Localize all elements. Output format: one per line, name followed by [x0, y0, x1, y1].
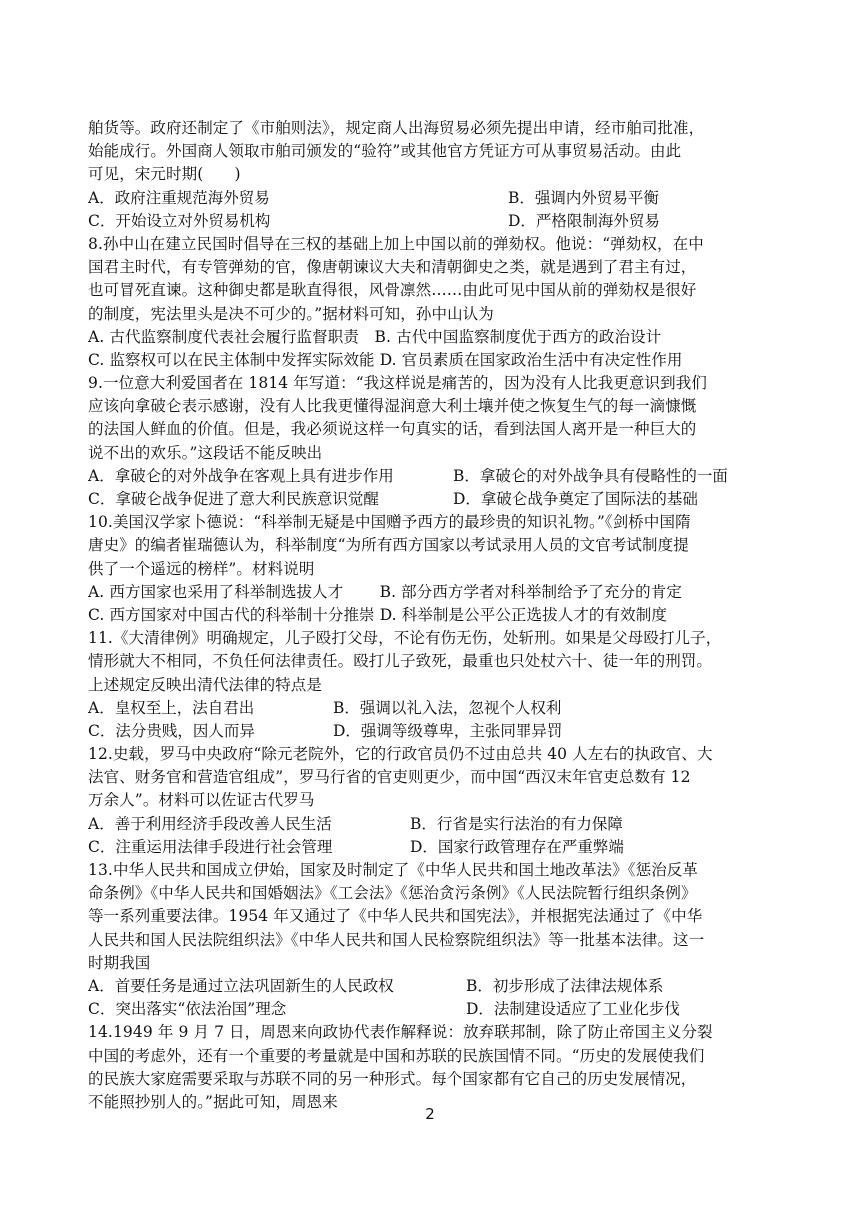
option-row [88, 836, 776, 859]
option-c: C．拿破仑战争促进了意大利民族意识觉醒 [88, 490, 379, 508]
option-a: A．政府注重规范海外贸易 [88, 188, 270, 207]
option-row: A. 古代监察制度代表社会履行监督职责 B. 古代中国监察制度优于西方的政治设计 [88, 327, 662, 346]
question-text-line: 8.孙中山在建立民国时倡导在三权的基础上加上中国以前的弹劾权。他说：“弹劾权，在中 [88, 234, 704, 253]
question-text-line: 不能照抄别人的。”据此可知，周恩来 [88, 1092, 338, 1111]
option-row [88, 998, 776, 1021]
option-row [88, 465, 776, 488]
option-c: C．突出落实“依法治国”理念 [88, 1000, 287, 1019]
option-row [88, 697, 776, 720]
question-text-line: 13.中华人民共和国成立伊始，国家及时制定了《中华人民共和国土地改革法》《惩治反革 [88, 861, 699, 879]
question-text-line: 情形就大不相同，不负任何法律责任。殴打儿子致死，最重也只处杖六十、徒一年的刑罚。 [88, 652, 713, 671]
question-text-line: 人民共和国人民法院组织法》《中华人民共和国人民检察院组织法》等一批基本法律。这一 [88, 930, 705, 949]
question-10 [88, 511, 776, 627]
option-c: C．法分贵贱，因人而异 [88, 721, 255, 740]
exam-page [88, 117, 776, 1114]
question-text-line: 舶货等。政府还制定了《市舶则法》，规定商人出海贸易必须先提出申请，经市舶司批准， [88, 119, 705, 137]
question-text-line: 的制度，宪法里头是决不可少的。”据材料可知，孙中山认为 [88, 304, 494, 323]
option-c: C．注重运用法律手段进行社会管理 [88, 837, 333, 856]
option-a: A．首要任务是通过立法巩固新生的人民政权 [88, 976, 394, 995]
question-12 [88, 743, 776, 859]
option-row [88, 488, 776, 511]
question-text-line: 中国的考虑外，还有一个重要的考量就是中国和苏联的民族国情不同。“历史的发展使我们 [88, 1046, 705, 1065]
question-7 [88, 117, 776, 233]
option-d: D．强调等级尊卑，主张同罪异罚 [333, 721, 563, 740]
question-14 [88, 1021, 776, 1114]
question-text-line: 时期我国 [88, 953, 151, 972]
option-d: D．国家行政管理存在严重弊端 [410, 837, 624, 856]
question-text-line: 供了一个遥远的榜样”。材料说明 [88, 559, 315, 578]
option-d: D．拿破仑战争奠定了国际法的基础 [453, 490, 698, 508]
question-text-line: 说不出的欢乐。”这段话不能反映出 [88, 443, 323, 462]
option-d: D．严格限制海外贸易 [508, 211, 660, 230]
option-row: C. 监察权可以在民主体制中发挥实际效能 D. 官员素质在国家政治生活中有决定性作用 [88, 350, 683, 369]
option-row [88, 813, 776, 836]
option-row [88, 975, 776, 998]
option-b: B．强调以礼入法，忽视个人权利 [333, 698, 562, 717]
question-text-line: 万余人”。材料可以佐证古代罗马 [88, 791, 315, 810]
question-text-line: 14.1949 年 9 月 7 日，周恩来向政协代表作解释说：放弃联邦制，除了防止帝国主义分裂 [88, 1023, 713, 1042]
question-text-line: 应该向拿破仑表示感谢，没有人比我更懂得湿润意大利土壤并使之恢复生气的每一滴慷慨 [88, 397, 697, 416]
question-8 [88, 233, 776, 372]
option-c: C．开始设立对外贸易机构 [88, 211, 271, 230]
page-number: 2 [425, 1105, 435, 1123]
option-b: B．初步形成了法律法规体系 [466, 976, 664, 995]
option-a: A．皇权至上，法自君出 [88, 698, 255, 717]
question-text-line: 的法国人鲜血的价值。但是，我必须说这样一句真实的话，看到法国人离开是一种巨大的 [88, 420, 697, 439]
question-text-line: 命条例》《中华人民共和国婚姻法》《工会法》《惩治贪污条例》《人民法院暂行组织条例》 [88, 884, 697, 903]
option-b: B．拿破仑的对外战争具有侵略性的一面 [453, 466, 728, 485]
option-row: C. 西方国家对中国古代的科举制十分推崇 D. 科举制是公平公正选拔人才的有效制度 [88, 605, 667, 624]
question-text-line: 也可冒死直谏。这种御史都是耿直得很，风骨凛然……由此可见中国从前的弹劾权是很好 [88, 281, 697, 300]
option-row [88, 720, 776, 743]
question-11 [88, 627, 776, 743]
option-row [88, 187, 776, 210]
question-text-line: 始能成行。外国商人领取市舶司颁发的“验符”或其他官方凭证方可从事贸易活动。由此 [88, 142, 682, 161]
option-a: A．拿破仑的对外战争在客观上具有进步作用 [88, 466, 394, 485]
question-text-line: 10.美国汉学家卜德说：“科举制无疑是中国赠予西方的最珍贵的知识礼物。”《剑桥中国隋 [88, 513, 691, 532]
question-text-line: 可见，宋元时期( ) [88, 165, 241, 184]
question-text-line: 等一系列重要法律。1954 年又通过了《中华人民共和国宪法》，并根据宪法通过了《中华 [88, 907, 703, 926]
option-a: A．善于利用经济手段改善人民生活 [88, 814, 332, 833]
option-row [88, 210, 776, 233]
option-b: B．行省是实行法治的有力保障 [410, 814, 623, 833]
question-text-line: 11.《大清律例》明确规定，儿子殴打父母，不论有伤无伤，处斩刑。如果是父母殴打儿子， [88, 629, 722, 648]
question-text-line: 的民族大家庭需要采取与苏联不同的另一种形式。每个国家都有它自己的历史发展情况， [88, 1069, 697, 1088]
question-text-line: 12.史载，罗马中央政府“除元老院外，它的行政官员仍不过由总共 40 人左右的执政官、大 [88, 745, 713, 764]
question-text-line: 上述规定反映出清代法律的特点是 [88, 675, 323, 694]
question-9 [88, 372, 776, 511]
question-text-line: 法官、财务官和营造官组成”，罗马行省的官吏则更少，而中国“西汉末年官吏总数有 12 [88, 768, 691, 787]
option-b: B．强调内外贸易平衡 [508, 188, 659, 207]
option-row: A. 西方国家也采用了科举制选拔人才 B. 部分西方学者对科举制给予了充分的肯定 [88, 582, 682, 601]
option-d: D．法制建设适应了工业化步伐 [466, 1000, 680, 1019]
question-text-line: 9.一位意大利爱国者在 1814 年写道：“我这样说是痛苦的，因为没有人比我更意识到我们 [88, 374, 707, 393]
question-13 [88, 859, 776, 1021]
question-text-line: 国君主时代，有专管弹劾的官，像唐朝谏议大夫和清朝御史之类，就是遇到了君主有过， [88, 258, 697, 277]
question-text-line: 唐史》的编者崔瑞德认为，科举制度“为所有西方国家以考试录用人员的文官考试制度提 [88, 536, 689, 555]
